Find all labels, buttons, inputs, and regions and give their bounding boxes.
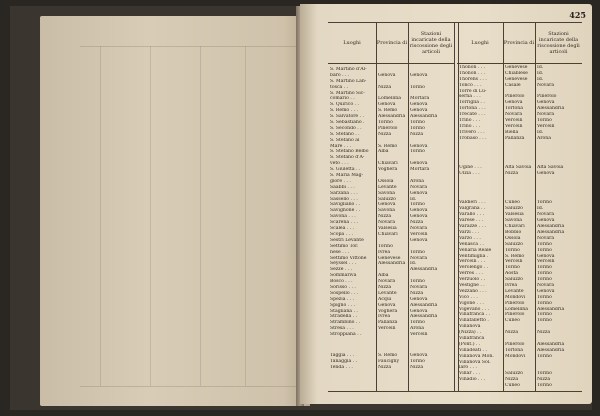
table-cell: S. Martino d'Al- [330, 67, 367, 72]
table-cell: Stroppiana . . [330, 332, 362, 338]
table-cell: Id. [537, 70, 544, 76]
table-cell: Alessandria [378, 114, 406, 120]
table-cell: Pallanza [505, 135, 525, 141]
table-cell: Torriglia . . [459, 100, 485, 106]
table-cell: Vercelli [378, 326, 396, 332]
ghost-rule [150, 46, 151, 386]
table-cell: Nizza [410, 364, 424, 370]
table-cell: Saluzzo [505, 206, 523, 212]
table-cell: Trivero . . . [459, 129, 485, 135]
table-cell: Nizza [378, 131, 392, 137]
table-cell: Tanaggia . . [330, 358, 358, 364]
table-cell: S. Remo [378, 108, 398, 114]
page-number: 425 [569, 10, 586, 20]
ghost-rule [80, 46, 300, 47]
table-cell: Vercelli [537, 259, 555, 265]
table-cell: Saluzzo [505, 241, 523, 247]
table-cell: Nizza [505, 330, 519, 336]
table-cell: S. Remo . . . [330, 108, 358, 114]
table-cell: Novara [537, 112, 555, 118]
table-cell: Vercelli [410, 332, 428, 338]
table-cell: Novara [378, 279, 396, 285]
table-cell: Torino [537, 371, 552, 377]
table-cell: Nizza [378, 214, 392, 220]
table-cell: Genova [537, 253, 555, 259]
table-cell: Genova [410, 72, 428, 78]
table-cell: Torino [537, 241, 552, 247]
table-cell: Alessandria [410, 302, 438, 308]
table-cell: Saluzzo [505, 277, 523, 283]
table-cell: Vercelli [505, 259, 523, 265]
table-cell: Genova [410, 190, 428, 196]
table-cell: Id. [410, 196, 417, 202]
table-cell: S. Stefano al [330, 137, 360, 143]
table-cell: Spezia . . . [330, 296, 355, 302]
table-cell: Ulzia . . . [459, 171, 480, 177]
table-cell: Lomellina [378, 96, 401, 102]
column-rule [376, 23, 377, 391]
ghost-rule [200, 46, 201, 386]
table-cell: Torino [537, 271, 552, 277]
table-cell: Stagliana . . [330, 308, 358, 314]
table-cell: S. Remo [378, 353, 398, 358]
table-cell: Genova [410, 353, 428, 358]
table-cell: Torino [410, 120, 425, 126]
table-cell: Villanova Mon. [459, 353, 494, 359]
table-cell: Id. [537, 129, 544, 135]
table-cell: Villanova Sol. [459, 359, 491, 365]
table-cell: Voghera [378, 167, 398, 173]
table-cell: Nizza [378, 284, 392, 290]
table-cell: Thonon . . . [459, 65, 486, 70]
table-cell: Villafranca . . [459, 312, 491, 318]
table-cell: Genova [378, 202, 396, 208]
table-cell: Alessandria [410, 267, 438, 273]
right-page [300, 4, 592, 404]
luoghi-column-left [330, 67, 375, 338]
table-cell: comario . . [330, 96, 355, 102]
table-cell: Ugine . . . [459, 165, 482, 171]
table-cell: Alessandria [410, 314, 438, 320]
table-cell: Alessandria [537, 306, 565, 312]
table-cell: Saabbi . . . [330, 184, 355, 190]
table-cell: Ossola [378, 178, 394, 184]
table-cell: Faucigny [378, 358, 400, 364]
table-cell: Torino [537, 200, 552, 206]
table-cell: Torino [505, 265, 520, 271]
table-cell: Ivrea [505, 282, 518, 288]
table-cell: Villanova [459, 324, 481, 330]
table-cell: Vezzano . . . [459, 288, 487, 294]
table-cell: Bobbio [505, 229, 522, 235]
table-cell: Vercelli [505, 118, 523, 124]
table-cell: Nizza [410, 290, 424, 296]
table-cell: Savona [378, 190, 395, 196]
table-cell: Genova [537, 218, 555, 224]
table-cell: Genova [410, 237, 428, 243]
table-cell: Genevese [505, 65, 528, 70]
table-cell: Genevese [378, 255, 401, 261]
table-cell: S. Remo [378, 143, 398, 149]
table-cell: Ivrea [378, 249, 391, 255]
table-cell: S. Secondo . . [330, 125, 362, 131]
table-cell: Genova [537, 171, 555, 177]
table-cell: Strambino . . [330, 320, 361, 326]
table-cell: Novara [537, 235, 555, 241]
stazioni-column-right [537, 65, 581, 389]
table-cell: S. Stefano . . [330, 131, 360, 137]
table-cell: Alta Savoia [537, 165, 564, 171]
table-cell: Trino . . . [459, 123, 481, 129]
table-cell: Genova [410, 102, 428, 108]
table-cell: Casale [505, 82, 521, 88]
table-cell: Saluzzo [505, 371, 523, 377]
ghost-rule [100, 46, 101, 386]
table-cell: Chiablese [505, 70, 528, 76]
table-cell: Varallo . . . [459, 212, 485, 218]
table-cell: Torino [378, 243, 393, 249]
table-cell: Vigone . . . [459, 300, 484, 306]
table-cell: Stradella . . [330, 314, 358, 320]
table-cell: Seyssel . . . [330, 261, 357, 267]
table-cell: Scalea . . . [330, 226, 355, 232]
table-cell: Savona . . . [330, 214, 356, 220]
ghost-rule [80, 386, 300, 387]
header-stazioni-left: Stazioni incaricate della riscossione degli articoli [408, 23, 454, 64]
table-cell: Stresa . . . [330, 326, 354, 332]
table-cell: Thonon . . . [459, 70, 486, 76]
provincia-column-right [505, 65, 534, 389]
table-cell: Thorens . . . [459, 76, 487, 82]
table-cell: Chiavari [378, 231, 398, 237]
table-cell: Aosta [505, 271, 519, 277]
table-cell: Villadeati . . [459, 347, 487, 353]
table-cell: Tortona [505, 347, 523, 353]
table-cell: Varazze . . . [459, 224, 486, 230]
table-cell: Varese . . . [459, 218, 484, 224]
table-cell: Genova [410, 208, 428, 214]
table-cell: Alessandria [410, 114, 438, 120]
table-cell: Villar . . . [459, 371, 481, 377]
table-cell: Genova [378, 72, 396, 78]
table-cell: Pinerolo [505, 341, 525, 347]
table-cell: Saluzzo [378, 196, 396, 202]
table-cell: Vercelli [505, 123, 523, 129]
table-cell: (Nizza) . . [459, 330, 482, 336]
table-cell: Novara [537, 282, 555, 288]
table-cell: Genova [505, 100, 523, 106]
table-cell: Torino [537, 277, 552, 283]
table-cell: Novara [378, 220, 396, 226]
table-cell: Vestignè . . [459, 282, 485, 288]
table-cell: Torino [410, 84, 425, 90]
table-cell: Nizza [505, 171, 519, 177]
header-luoghi-right: Luoghi [457, 23, 503, 64]
table-cell: tosca . . [330, 84, 349, 90]
table-cell: S. Martino Sic- [330, 90, 365, 96]
table-cell: Savigliano . . [330, 202, 361, 208]
table-cell: Venaria Reale [459, 247, 492, 253]
table-cell: Ivrea [378, 314, 391, 320]
table-cell: Alessandria [537, 347, 565, 353]
table-cell: Pinerolo [505, 312, 525, 318]
table-cell: Alessandria [537, 341, 565, 347]
table-cell: Tortona . . . [459, 106, 486, 112]
table-cell: Vercelli . . . [459, 259, 486, 265]
table-cell: Settimo Vittone [330, 255, 367, 261]
table-cell: Valsesia [505, 212, 524, 218]
table-cell: Sommariva [330, 273, 357, 279]
table-cell: S. Giuletta . . [330, 167, 361, 173]
table-cell: Torino [410, 358, 425, 364]
table-cell: Nizza [537, 377, 551, 383]
table-cell: Nizza [410, 220, 424, 226]
header-provincia-left: Provincia di [376, 23, 408, 64]
header-provincia-right: Provincia di [503, 23, 535, 64]
table-cell: Verres . . . [459, 271, 483, 277]
table-cell: Novara [410, 226, 428, 232]
table-cell: Valgrana . . [459, 206, 486, 212]
table-cell: Torino [410, 149, 425, 155]
table-cell: Bosco . . . [330, 279, 353, 285]
table-cell: Id. [537, 206, 544, 212]
table-cell: Torino [537, 300, 552, 306]
table-cell: Genova [410, 308, 428, 314]
table-cell: Sezze . . . [330, 267, 353, 273]
table-cell: Torino [537, 383, 552, 389]
table-cell: S. Remo [505, 253, 525, 259]
header-stazioni-right: Stazioni incaricate della riscossione degli articoli [535, 23, 582, 64]
table-cell: Varzi . . . [459, 229, 480, 235]
table-cell: Alta Savoia [505, 165, 532, 171]
table-cell: Arona [410, 326, 424, 332]
table-cell: Torre di Lu- [459, 88, 487, 94]
table-cell: Ossola [505, 235, 521, 241]
table-cell: Torino [410, 279, 425, 285]
table-cell: Lomellina [505, 306, 528, 312]
column-rule [408, 23, 409, 391]
table-cell: Mortara [410, 167, 430, 173]
table-cell: veto . . . [330, 161, 349, 167]
table-cell: Torino [537, 247, 552, 253]
table-cell: Novara [505, 112, 523, 118]
table-cell: serna . . . [459, 94, 481, 100]
table-cell: Levante [378, 184, 397, 190]
table-cell: Torino [410, 249, 425, 255]
table-cell: nese . . . [330, 249, 350, 255]
stazioni-column-left-bottom [410, 353, 453, 371]
places-table [328, 22, 582, 392]
table-cell: Novara [410, 255, 428, 261]
table-cell: Pallanza [378, 320, 398, 326]
table-cell: Novara [410, 184, 428, 190]
table-cell: Genova [410, 296, 428, 302]
table-cell: Mare . . . [330, 143, 352, 149]
table-cell: Spigno . . . [330, 302, 355, 308]
table-cell: Alessandria [537, 106, 565, 112]
table-cell: Sarzana . . . [330, 190, 358, 196]
table-cell: Savona [505, 218, 522, 224]
table-cell: Venasca . . [459, 241, 484, 247]
table-cell: S. Quirico . . [330, 102, 359, 108]
table-cell: Valdieri . . . [459, 200, 486, 206]
table-cell: Ventimiglia . [459, 253, 489, 259]
table-cell: Pinerolo [537, 94, 557, 100]
table-cell: Vercelli [537, 123, 555, 129]
ghost-rule [245, 46, 246, 386]
table-cell: Alessandria [537, 229, 565, 235]
table-cell: Verzuolo . . [459, 277, 486, 283]
table-cell: Torino [537, 118, 552, 124]
table-cell: Tortona [505, 106, 523, 112]
table-cell: Biella [505, 129, 519, 135]
table-cell: Scopa . . . [330, 231, 353, 237]
table-cell: Trino . . . [459, 118, 481, 124]
table-cell: Genova [410, 214, 428, 220]
table-cell: Scarena . . . [330, 220, 358, 226]
provincia-column-left-bottom [378, 353, 407, 371]
table-cell: Genova [410, 161, 428, 167]
header-luoghi-left: Luoghi [328, 23, 376, 64]
table-cell: Sospello . . . [330, 290, 359, 296]
table-cell: Taggia . . . [330, 353, 355, 358]
table-cell: Genova [378, 102, 396, 108]
table-cell: S. Stefano Belbo [330, 149, 369, 155]
table-cell: Genevese [505, 76, 528, 82]
table-cell: Torino [410, 125, 425, 131]
luoghi-column-right [459, 65, 502, 383]
column-rule [503, 23, 504, 391]
table-cell: Sestri Levante [330, 237, 364, 243]
table-cell: Savignone . . [330, 208, 361, 214]
table-cell: Alba [378, 149, 389, 155]
table-cell: Genova [410, 143, 428, 149]
table-cell: Alba [378, 273, 389, 279]
table-cell: Vinadio . . . [459, 377, 486, 383]
table-cell: Genova [537, 100, 555, 106]
table-cell: Genova [410, 108, 428, 114]
table-cell: Arona [537, 135, 551, 141]
table-cell: giore . . . [330, 178, 351, 184]
table-cell: Nizza [410, 131, 424, 137]
table-cell: Verolengo . . [459, 265, 489, 271]
table-cell: Torino [537, 265, 552, 271]
table-cell: Nizza [537, 330, 551, 336]
table-cell: Trobaso . . . [459, 135, 487, 141]
table-cell: Nizza [505, 377, 519, 383]
table-cell: Nizza [378, 84, 392, 90]
table-cell: S. Salvatore . . [330, 114, 364, 120]
provincia-column-left [378, 67, 407, 332]
table-cell: Settimo Tor. [330, 243, 359, 249]
table-cell: Mondovì [505, 294, 526, 300]
table-cell: Pinerolo [378, 125, 398, 131]
table-cell: Genova [537, 288, 555, 294]
table-cell: S. Martino Lan- [330, 78, 367, 84]
table-cell: Levante [378, 290, 397, 296]
table-cell: Torino [537, 294, 552, 300]
table-cell: Voghera [378, 308, 398, 314]
table-cell: Mortara [410, 96, 430, 102]
table-cell: Villafalletto . [459, 318, 489, 324]
table-cell: Savona [378, 208, 395, 214]
table-cell: Torino [537, 312, 552, 318]
table-cell: Valsesia [378, 226, 397, 232]
table-cell: S. Stefano d'A- [330, 155, 365, 161]
table-cell: Villafranca [459, 335, 485, 341]
table-cell: Torino [410, 320, 425, 326]
table-cell: S. Maria Mag- [330, 173, 364, 179]
table-cell: Sorisso . . . [330, 284, 356, 290]
table-cell: Novara [537, 212, 555, 218]
table-cell: Torino [410, 202, 425, 208]
table-cell: Tenda . . . [330, 364, 353, 370]
table-cell: Cuneo [505, 318, 520, 324]
table-cell: Chiavari [378, 161, 398, 167]
table-cell: Arona [410, 178, 424, 184]
table-cell: Nizza [378, 364, 392, 370]
table-cell: Cuneo [505, 383, 520, 389]
table-cell: Pinerolo [505, 300, 525, 306]
table-cell: S. Sebastiano . [330, 120, 365, 126]
table-cell: Torino [378, 120, 393, 126]
table-cell: Id. [537, 65, 544, 70]
table-cell: Torino [537, 353, 552, 359]
table-cell: Mondovì [505, 353, 526, 359]
table-cell: Tonco . . . [459, 82, 482, 88]
table-cell: Torino [505, 247, 520, 253]
left-page-faded [40, 16, 310, 406]
table-cell: Alessandria [378, 261, 406, 267]
table-cell: Cuneo [505, 200, 520, 206]
table-cell: Sassello . . . [330, 196, 358, 202]
table-cell: Torino [537, 318, 552, 324]
table-cell: Id. [537, 76, 544, 82]
table-cell: Vico . . . [459, 294, 478, 300]
table-cell: baro . . . [330, 72, 350, 78]
stazioni-column-left [410, 67, 453, 338]
table-cell: Genova [378, 302, 396, 308]
table-cell: Alessandria [537, 224, 565, 230]
table-cell: Chiavari [505, 224, 525, 230]
luoghi-column-left-bottom [330, 353, 375, 371]
table-cell: Acqui [378, 296, 392, 302]
table-cell: Novara [537, 82, 555, 88]
table-cell: Levante [505, 288, 524, 294]
table-cell: laro . . . [459, 365, 477, 371]
table-cell: Varzo . . . [459, 235, 481, 241]
table-cell: Vercelli [410, 231, 428, 237]
table-cell: Trecate . . . [459, 112, 486, 118]
table-cell: Vigevano . . . [459, 306, 490, 312]
table-cell: (Pont.) . . [459, 341, 481, 347]
table-cell: Pinerolo [505, 94, 525, 100]
table-cell: Novara [410, 284, 428, 290]
column-rule [535, 23, 536, 391]
table-cell: Id. [410, 261, 417, 267]
